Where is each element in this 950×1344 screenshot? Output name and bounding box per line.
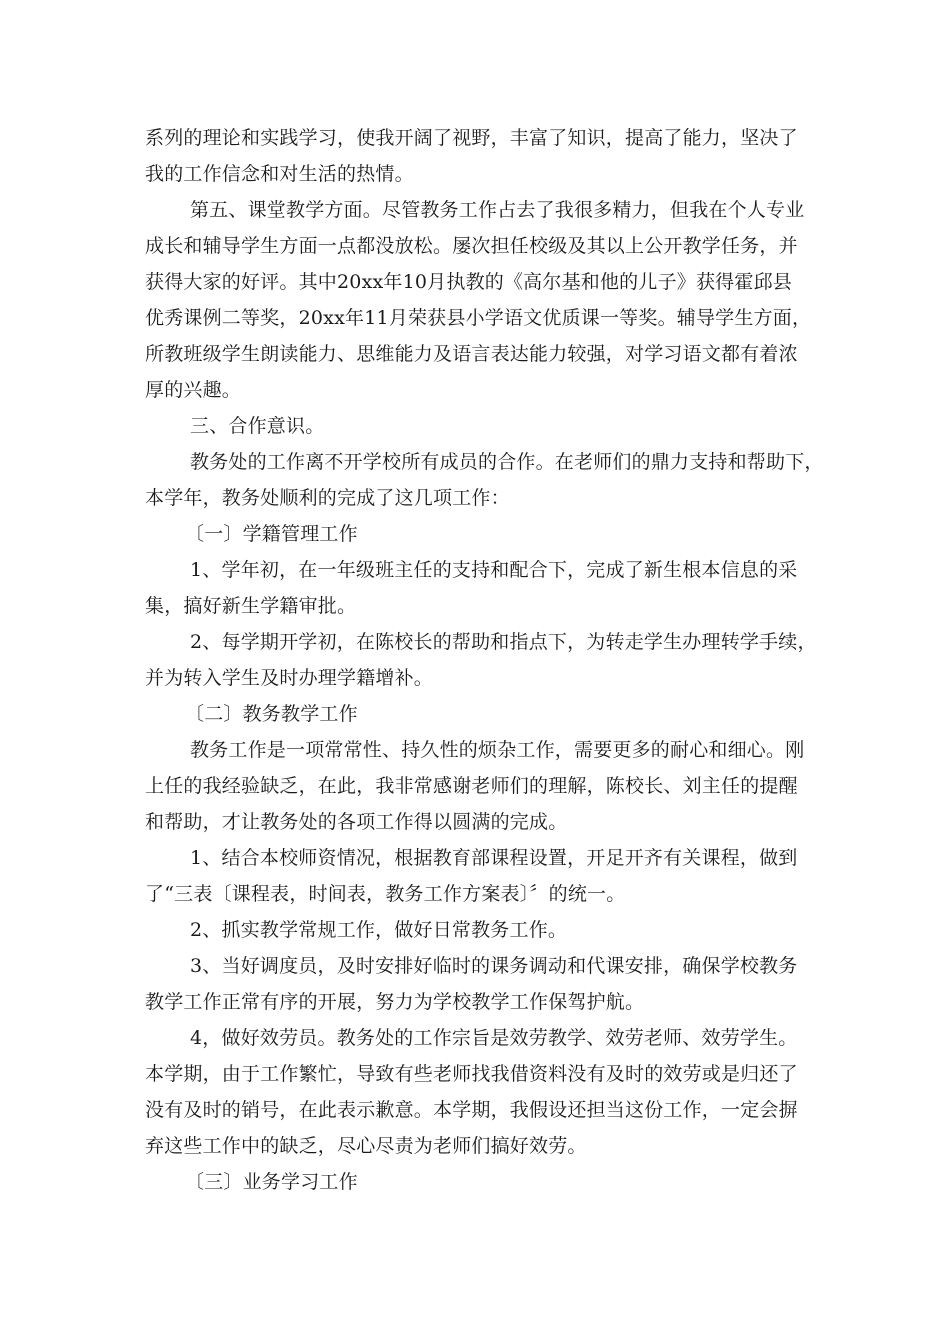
text-line: 没有及时的销号，在此表示歉意。本学期，我假设还担当这份工作，一定会摒: [145, 1099, 798, 1121]
text-line: 上任的我经验缺乏，在此，我非常感谢老师们的理解，陈校长、刘主任的提醒: [145, 775, 798, 797]
section-heading: 三、合作意识。: [190, 415, 325, 437]
text-line: 并为转入学生及时办理学籍增补。: [145, 667, 434, 689]
paragraph-start: 4，做好效劳员。教务处的工作宗旨是效劳教学、效劳老师、效劳学生。: [190, 1027, 798, 1049]
document-page: [145, 120, 825, 1200]
subsection-heading: 〔三〕业务学习工作: [185, 1171, 358, 1193]
paragraph-start: 第五、课堂教学方面。尽管教务工作占去了我很多精力，但我在个人专业: [190, 199, 805, 221]
text-line: 本学年，教务处顺利的完成了这几项工作：: [145, 487, 510, 509]
text-line: 系列的理论和实践学习，使我开阔了视野，丰富了知识，提高了能力，坚决了: [145, 127, 798, 149]
paragraph-start: 3、当好调度员，及时安排好临时的课务调动和代课安排，确保学校教务: [190, 955, 798, 977]
paragraph-start: 教务处的工作离不开学校所有成员的合作。在老师们的鼎力支持和帮助下，: [190, 451, 824, 473]
subsection-heading: 〔二〕教务教学工作: [185, 703, 358, 725]
paragraph-start: 1、学年初，在一年级班主任的支持和配合下，完成了新生根本信息的采: [190, 559, 798, 581]
text-line: 本学期，由于工作繁忙，导致有些老师找我借资料没有及时的效劳或是归还了: [145, 1063, 798, 1085]
paragraph-start: 2、抓实教学常规工作，做好日常教务工作。: [190, 919, 568, 941]
text-line: 弃这些工作中的缺乏，尽心尽责为老师们搞好效劳。: [145, 1135, 587, 1157]
text-line: 教学工作正常有序的开展，努力为学校教学工作保驾护航。: [145, 991, 645, 1013]
paragraph-start: 2、每学期开学初，在陈校长的帮助和指点下，为转走学生办理转学手续，: [190, 631, 817, 653]
paragraph-start: 教务工作是一项常常性、持久性的烦杂工作，需要更多的耐心和细心。刚: [190, 739, 805, 761]
text-line: 优秀课例二等奖，20xx年11月荣获县小学语文优质课一等奖。辅导学生方面，: [145, 307, 812, 329]
text-line: 和帮助，才让教务处的各项工作得以圆满的完成。: [145, 811, 568, 833]
text-line: 获得大家的好评。其中20xx年10月执教的《高尔基和他的儿子》获得霍邱县: [145, 271, 792, 293]
text-line: 所教班级学生朗读能力、思维能力及语言表达能力较强，对学习语文都有着浓: [145, 343, 798, 365]
text-line: 成长和辅导学生方面一点都没放松。屡次担任校级及其以上公开教学任务，并: [145, 235, 798, 257]
paragraph-start: 1、结合本校师资情况，根据教育部课程设置，开足开齐有关课程，做到: [190, 847, 798, 869]
subsection-heading: 〔一〕学籍管理工作: [185, 523, 358, 545]
text-line: 了“三表〔课程表，时间表，教务工作方案表〕〞的统一。: [145, 883, 626, 905]
text-line: 我的工作信念和对生活的热情。: [145, 163, 414, 185]
text-line: 厚的兴趣。: [145, 379, 242, 401]
text-line: 集，搞好新生学籍审批。: [145, 595, 357, 617]
